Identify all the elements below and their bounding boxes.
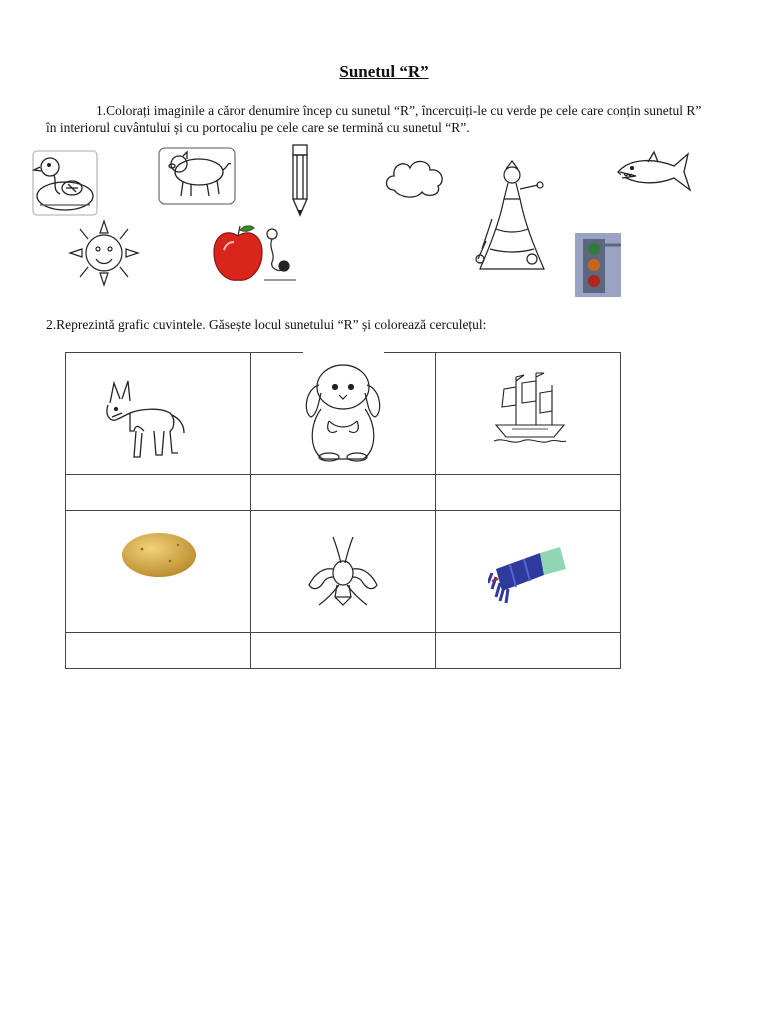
scarf-picture <box>488 543 568 605</box>
pencil-picture <box>288 143 312 219</box>
page-title: Sunetul “R” <box>339 62 429 81</box>
ship-picture <box>492 371 568 447</box>
shark-picture <box>614 150 692 194</box>
bunny-picture <box>301 359 385 463</box>
potato-answer-cell[interactable] <box>66 633 251 669</box>
potato-picture <box>120 531 198 579</box>
sun-picture <box>68 219 140 287</box>
exercise-1-line-1: 1.Colorați imaginile a căror denumire încep cu sunetul “R”, încercuiți-le cu verde pe cele care conțin sunetul R” <box>96 103 702 118</box>
pig-picture <box>157 144 237 208</box>
bunny-cell <box>251 353 436 475</box>
donkey-answer-cell[interactable] <box>66 475 251 511</box>
potato-cell <box>66 511 251 633</box>
apple-and-worm-picture <box>210 222 302 286</box>
princess-picture <box>472 159 552 275</box>
crayfish-answer-cell[interactable] <box>251 633 436 669</box>
exercise-1-line-2: în interiorul cuvântului și cu portocaliu pe cele care se termină cu sunetul “R”. <box>46 120 470 135</box>
scarf-cell <box>436 511 621 633</box>
duck-picture <box>32 150 98 216</box>
exercise-1-instructions <box>46 102 736 136</box>
exercise-2-instructions: 2.Reprezintă grafic cuvintele. Găsește locul sunetului “R” și colorează cerculețul: <box>46 317 487 332</box>
donkey-picture <box>100 373 188 461</box>
table-border-gap <box>303 349 384 355</box>
cloud-picture <box>382 152 450 202</box>
word-representation-grid <box>65 352 621 669</box>
ship-cell <box>436 353 621 475</box>
crayfish-cell <box>251 511 436 633</box>
bunny-answer-cell[interactable] <box>251 475 436 511</box>
traffic-light-picture <box>575 233 621 297</box>
scarf-answer-cell[interactable] <box>436 633 621 669</box>
ship-answer-cell[interactable] <box>436 475 621 511</box>
crayfish-picture <box>303 533 383 615</box>
donkey-cell <box>66 353 251 475</box>
